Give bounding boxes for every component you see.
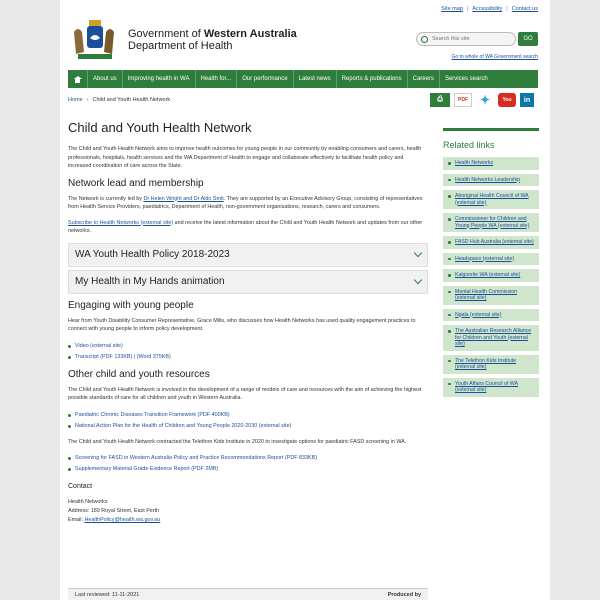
share-tools (430, 93, 534, 107)
nav-improving-health[interactable]: Improving health in WA (123, 70, 196, 88)
nav-latest-news[interactable]: Latest news (294, 70, 337, 88)
site-header (60, 0, 550, 70)
bullet-icon (68, 356, 71, 359)
contact-heading: Contact (68, 483, 93, 490)
other-text: The Child and Youth Health Network is involved in the development of a range of models of care and resources with the aim of achieving the highest possible standards of care for all children and youth in Western Australia. (68, 386, 422, 401)
search-icon (421, 36, 428, 43)
list-item[interactable]: Paediatric Chronic Diseases Transition Framework (PDF 400KB) (68, 410, 428, 421)
fasd-links (68, 453, 428, 475)
pdf-icon[interactable]: PDF (454, 93, 472, 107)
utility-links: Site map | Accessibility | Contact us (441, 6, 538, 12)
nav-health-for[interactable]: Health for... (196, 70, 238, 88)
bullet-icon (68, 457, 71, 460)
sidebar-heading: Related links (443, 140, 495, 150)
sidebar-item[interactable]: Headspace (external site) (443, 253, 539, 266)
twitter-icon[interactable]: ✦ (479, 93, 491, 107)
intro-text: The Child and Youth Health Network aims to improve health outcomes for young people in our community by enabling consumers and carers, health professionals, hospitals, health services and the WA Department of Health to engage and collaborate effectively to facilitate health policy and increased coordination of care across the State. (68, 146, 422, 169)
sidebar-item[interactable]: The Telethon Kids Institute (external site) (443, 355, 539, 374)
breadcrumb (68, 97, 170, 103)
contact-us-link[interactable]: Contact us (511, 6, 538, 12)
heading-other: Other child and youth resources (68, 368, 210, 380)
search-input[interactable] (432, 36, 512, 42)
accordion-youth-policy[interactable]: WA Youth Health Policy 2018-2023 (68, 243, 428, 267)
list-item[interactable]: Transcript (PDF 133KB) | (Word 375KB) (68, 352, 428, 363)
site-map-link[interactable]: Site map (441, 6, 463, 12)
bullet-icon (68, 425, 71, 428)
list-item[interactable]: National Action Plan for the Health of Children and Young People 2020-2030 (external site) (68, 421, 428, 432)
list-item[interactable]: Supplementary Material Grade Evidence Report (PDF 2MB) (68, 464, 428, 475)
youtube-icon[interactable]: You (498, 93, 516, 107)
list-item[interactable]: Screening for FASD in Western Australia Policy and Practice Recommendations Report (PDF 833KB) (68, 453, 428, 464)
breadcrumb-home[interactable]: Home (68, 97, 83, 103)
accordion-my-health[interactable]: My Health in My Hands animation (68, 270, 428, 294)
sidebar-item[interactable]: Health Networks Leadership (443, 174, 539, 187)
bullet-icon (68, 414, 71, 417)
nav-careers[interactable]: Careers (408, 70, 440, 88)
bullet-icon (68, 468, 71, 471)
page-footer (68, 588, 428, 600)
sidebar-item[interactable]: Kalgoorlie WA (external site) (443, 269, 539, 282)
sidebar-item[interactable]: Commissioner for Children and Young People WA (external site) (443, 213, 539, 232)
related-links-sidebar (443, 128, 539, 401)
gov-title: Government of Western Australia Department of Health (128, 28, 297, 52)
chevron-down-icon (414, 249, 422, 257)
subscribe-text: Subscribe to Health Networks (external site) and receive the latest information about the Child and Youth Health Network and updates from our other networks. (68, 219, 423, 234)
print-icon[interactable]: ⎙ (430, 93, 450, 107)
wa-crest-logo[interactable] (70, 18, 120, 62)
page-title: Child and Youth Health Network (68, 120, 252, 135)
nav-about-us[interactable]: About us (88, 70, 123, 88)
accessibility-link[interactable]: Accessibility (472, 6, 503, 12)
sidebar-item[interactable]: Youth Affairs Council of WA (external site) (443, 378, 539, 397)
sidebar-item[interactable]: FASD Hub Australia (external site) (443, 236, 539, 249)
chevron-down-icon (414, 276, 422, 284)
engaging-text: Hear from Youth Disability Consumer Representative, Grace Mills, who discusses how Health Networks has used quality engagement practices to connect with young people to inform policy development. (68, 317, 416, 332)
produced-by: Produced by (387, 591, 421, 598)
sidebar-item[interactable]: The Australian Research Alliance for Children and Youth (external site) (443, 325, 539, 351)
sidebar-item[interactable]: Health Networks (443, 157, 539, 170)
lead-text: The Network is currently led by Dr Helen Wright and Dr Aldo Smit. They are supported by an Executive Advisory Group, consisting of representatives from Health Service Providers, paediatrics, Department of Health, non-government organisations, research, carers and consumers. (68, 195, 423, 210)
search-go-button[interactable]: GO (518, 32, 538, 46)
heading-lead: Network lead and membership (68, 177, 204, 189)
engaging-links (68, 341, 428, 363)
list-item[interactable]: Video (external site) (68, 341, 428, 352)
nav-home[interactable] (68, 70, 88, 88)
breadcrumb-current: Child and Youth Health Network (92, 97, 171, 103)
bullet-icon (68, 345, 71, 348)
sidebar-item[interactable]: Mental Health Commission (external site) (443, 286, 539, 305)
page (60, 0, 550, 600)
nav-services-search[interactable]: Services search (444, 76, 488, 82)
search-field[interactable] (416, 32, 516, 46)
chevron-right-icon: › (86, 97, 89, 103)
lead-link[interactable]: Dr Helen Wright and Dr Aldo Smit (143, 195, 224, 202)
sidebar-divider (443, 128, 539, 131)
linkedin-icon[interactable]: in (520, 93, 534, 107)
nav-our-performance[interactable]: Our performance (237, 70, 293, 88)
main-nav (68, 70, 538, 88)
subscribe-link[interactable]: Subscribe to Health Networks (external site) (68, 219, 174, 226)
heading-engaging: Engaging with young people (68, 299, 194, 311)
home-icon (74, 76, 82, 83)
other-links (68, 410, 428, 432)
wa-gov-search-link[interactable]: Go to whole of WA Government search (451, 54, 538, 60)
main-content (68, 120, 428, 532)
sidebar-item[interactable]: Aboriginal Health Council of WA (external site) (443, 190, 539, 209)
sidebar-item[interactable]: Ngala (external site) (443, 309, 539, 322)
fasd-text: The Child and Youth Health Network contracted the Telethon Kids Institute in 2020 to investigate options for paediatric FASD screening in WA. (68, 438, 407, 445)
nav-reports[interactable]: Reports & publications (337, 70, 408, 88)
contact-email-link[interactable]: HealthPolicy@health.wa.gov.au (84, 517, 161, 523)
last-reviewed: Last reviewed: 11-11-2021 (75, 591, 140, 598)
contact-details: Health Networks Address: 189 Royal Street, East Perth Email: HealthPolicy@health.wa.gov.au (68, 499, 161, 523)
